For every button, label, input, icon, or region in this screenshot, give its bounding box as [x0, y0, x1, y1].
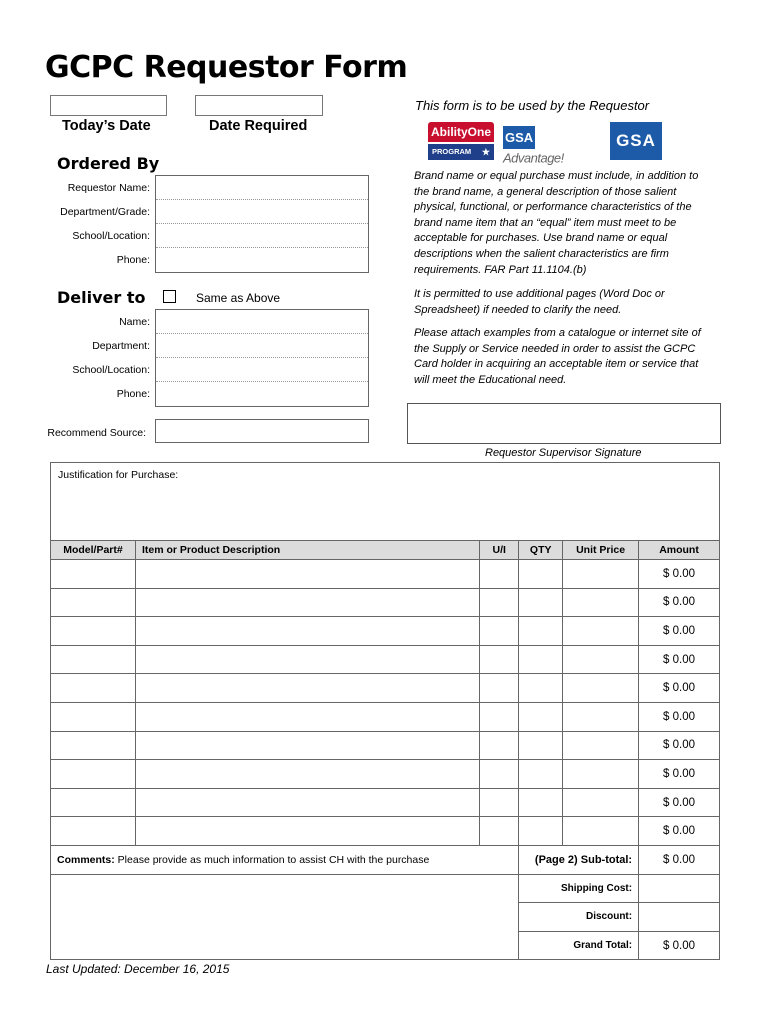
same-as-above-checkbox[interactable]: [163, 290, 176, 303]
same-as-above-label: Same as Above: [196, 291, 281, 305]
model-cell[interactable]: [51, 760, 136, 789]
gsa-advantage-gsa-text: GSA: [503, 126, 535, 149]
comments-instruction: Please provide as much information to assist CH with the purchase: [114, 853, 430, 866]
description-cell[interactable]: [135, 760, 479, 789]
description-cell[interactable]: [135, 617, 479, 646]
table-row: [51, 560, 720, 589]
unit-price-cell[interactable]: [563, 760, 639, 789]
header-qty: QTY: [519, 541, 563, 560]
table-row: [51, 760, 720, 789]
justification-field[interactable]: [50, 462, 720, 541]
description-cell[interactable]: [135, 645, 479, 674]
todays-date-input[interactable]: [50, 95, 167, 116]
shipping-label: Shipping Cost:: [519, 874, 639, 903]
school-location-input[interactable]: [156, 224, 368, 248]
discount-value[interactable]: [639, 903, 720, 932]
ordered-by-fields: [155, 175, 369, 273]
qty-cell[interactable]: [519, 817, 563, 846]
qty-cell[interactable]: [519, 560, 563, 589]
table-row: [51, 788, 720, 817]
supervisor-signature-field[interactable]: [407, 403, 721, 444]
amount-cell: $ 0.00: [639, 817, 720, 846]
amount-cell: $ 0.00: [639, 674, 720, 703]
deliver-department-label: Department:: [92, 340, 150, 352]
subtotal-value: $ 0.00: [639, 846, 720, 875]
description-cell[interactable]: [135, 731, 479, 760]
model-cell[interactable]: [51, 731, 136, 760]
ui-cell[interactable]: [480, 731, 519, 760]
amount-cell: $ 0.00: [639, 560, 720, 589]
comments-bold-label: Comments:: [57, 853, 115, 866]
table-row: [51, 645, 720, 674]
comments-header: [51, 846, 519, 875]
description-cell[interactable]: [135, 702, 479, 731]
discount-label: Discount:: [519, 903, 639, 932]
model-cell[interactable]: [51, 645, 136, 674]
unit-price-cell[interactable]: [563, 674, 639, 703]
recommend-source-label: Recommend Source:: [47, 427, 146, 439]
gsa-advantage-logo: [503, 126, 595, 164]
model-cell[interactable]: [51, 674, 136, 703]
grand-total-value: $ 0.00: [639, 931, 720, 960]
table-row: [51, 702, 720, 731]
department-grade-input[interactable]: [156, 200, 368, 224]
unit-price-cell[interactable]: [563, 560, 639, 589]
qty-cell[interactable]: [519, 788, 563, 817]
ui-cell[interactable]: [480, 588, 519, 617]
description-cell[interactable]: [135, 560, 479, 589]
deliver-phone-label: Phone:: [116, 388, 150, 400]
ui-cell[interactable]: [480, 674, 519, 703]
description-cell[interactable]: [135, 588, 479, 617]
deliver-school-location-input[interactable]: [156, 358, 368, 382]
abilityone-program-text: PROGRAM: [432, 147, 472, 156]
header-unit-price: Unit Price: [563, 541, 639, 560]
phone-input[interactable]: [156, 248, 368, 272]
subtotal-row: [51, 846, 720, 875]
unit-price-cell[interactable]: [563, 731, 639, 760]
ui-cell[interactable]: [480, 817, 519, 846]
qty-cell[interactable]: [519, 588, 563, 617]
ui-cell[interactable]: [480, 788, 519, 817]
header-amount: Amount: [639, 541, 720, 560]
unit-price-cell[interactable]: [563, 588, 639, 617]
table-row: [51, 817, 720, 846]
amount-cell: $ 0.00: [639, 588, 720, 617]
page-title: GCPC Requestor Form: [45, 50, 408, 85]
ui-cell[interactable]: [480, 560, 519, 589]
todays-date-label: Today’s Date: [62, 118, 151, 134]
model-cell[interactable]: [51, 702, 136, 731]
grand-total-label: Grand Total:: [519, 931, 639, 960]
table-row: [51, 617, 720, 646]
requestor-name-label: Requestor Name:: [67, 182, 150, 194]
amount-cell: $ 0.00: [639, 788, 720, 817]
table-header-row: [51, 541, 720, 560]
ui-cell[interactable]: [480, 702, 519, 731]
qty-cell[interactable]: [519, 674, 563, 703]
qty-cell[interactable]: [519, 702, 563, 731]
deliver-to-heading: Deliver to: [57, 288, 146, 307]
form-usage-note: This form is to be used by the Requestor: [415, 98, 650, 113]
recommend-source-input[interactable]: [155, 419, 369, 443]
subtotal-label: (Page 2) Sub-total:: [519, 846, 639, 875]
model-cell[interactable]: [51, 560, 136, 589]
amount-cell: $ 0.00: [639, 731, 720, 760]
school-location-label: School/Location:: [72, 230, 150, 242]
justification-label: Justification for Purchase:: [58, 469, 179, 481]
header-model-part: Model/Part#: [51, 541, 136, 560]
deliver-department-input[interactable]: [156, 334, 368, 358]
deliver-name-label: Name:: [119, 316, 150, 328]
phone-label: Phone:: [116, 254, 150, 266]
table-row: [51, 674, 720, 703]
requestor-name-input[interactable]: [156, 176, 368, 200]
date-required-input[interactable]: [195, 95, 323, 116]
items-table: [50, 540, 720, 846]
model-cell[interactable]: [51, 788, 136, 817]
header-ui: U/I: [480, 541, 519, 560]
unit-price-cell[interactable]: [563, 702, 639, 731]
abilityone-logo: [428, 122, 494, 160]
qty-cell[interactable]: [519, 617, 563, 646]
table-row: [51, 588, 720, 617]
additional-pages-note: It is permitted to use additional pages (Word Doc or Spreadsheet) if needed to clarify the need.: [414, 288, 665, 316]
shipping-row: [51, 874, 720, 903]
header-description: Item or Product Description: [135, 541, 479, 560]
description-cell[interactable]: [135, 817, 479, 846]
abilityone-logo-text: AbilityOne: [428, 122, 494, 142]
amount-cell: $ 0.00: [639, 702, 720, 731]
brand-name-note: Brand name or equal purchase must include, in addition to the brand name, a general description of those salient physical, functional, or performance characteristics of the brand name item that an “equal” item must meet to be acceptable for purchases. Use brand name or equal descriptions when the salient characteristics are firm requirements. FAR Part 11.1104.(b): [414, 170, 699, 276]
deliver-school-location-label: School/Location:: [72, 364, 150, 376]
description-cell[interactable]: [135, 788, 479, 817]
unit-price-cell[interactable]: [563, 817, 639, 846]
gsa-advantage-text: Advantage!: [503, 150, 564, 166]
unit-price-cell[interactable]: [563, 617, 639, 646]
unit-price-cell[interactable]: [563, 645, 639, 674]
comments-field[interactable]: [51, 874, 519, 960]
ordered-by-heading: Ordered By: [57, 154, 160, 173]
qty-cell[interactable]: [519, 731, 563, 760]
supervisor-signature-label: Requestor Supervisor Signature: [485, 447, 642, 459]
star-icon: ★: [481, 147, 490, 157]
amount-cell: $ 0.00: [639, 645, 720, 674]
date-required-label: Date Required: [209, 118, 308, 134]
deliver-to-fields: [155, 309, 369, 407]
attach-examples-note: Please attach examples from a catalogue or internet site of the Supply or Service needed in order to assist the GCPC Card holder in acquiring an acceptable item or service that will meet the Educational need.: [414, 327, 701, 386]
department-grade-label: Department/Grade:: [60, 206, 150, 218]
gsa-logo: [610, 122, 662, 160]
model-cell[interactable]: [51, 617, 136, 646]
qty-cell[interactable]: [519, 645, 563, 674]
amount-cell: $ 0.00: [639, 760, 720, 789]
model-cell[interactable]: [51, 817, 136, 846]
deliver-phone-input[interactable]: [156, 382, 368, 406]
ui-cell[interactable]: [480, 617, 519, 646]
last-updated-footer: Last Updated: December 16, 2015: [46, 962, 230, 976]
unit-price-cell[interactable]: [563, 788, 639, 817]
table-row: [51, 731, 720, 760]
ui-cell[interactable]: [480, 645, 519, 674]
amount-cell: $ 0.00: [639, 617, 720, 646]
ui-cell[interactable]: [480, 760, 519, 789]
qty-cell[interactable]: [519, 760, 563, 789]
model-cell[interactable]: [51, 588, 136, 617]
shipping-value[interactable]: [639, 874, 720, 903]
gsa-logo-text: GSA: [616, 131, 656, 150]
deliver-name-input[interactable]: [156, 310, 368, 334]
description-cell[interactable]: [135, 674, 479, 703]
summary-table: [50, 845, 720, 960]
